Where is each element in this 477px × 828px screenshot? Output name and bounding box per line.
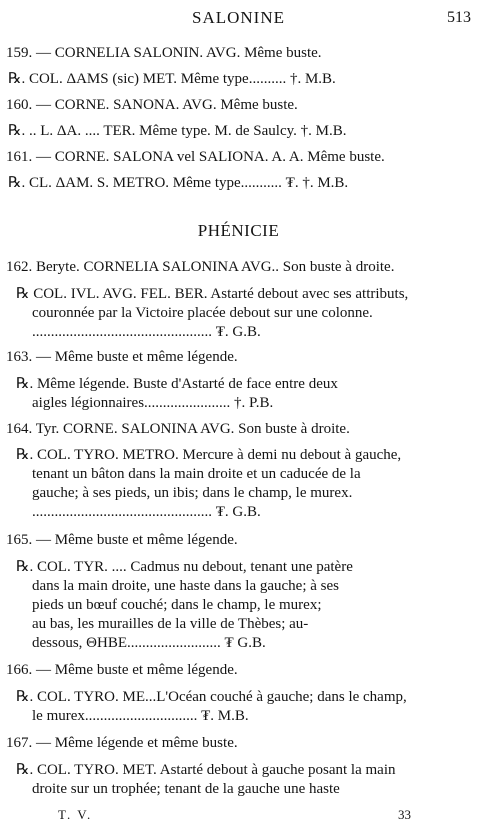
entry-165-text: dans la main droite, une haste dans la gauche; à ses <box>32 578 339 594</box>
page-header <box>0 8 477 28</box>
entry-166-rarity: le murex.............................. ₮. M.B. <box>32 708 249 724</box>
entry-163: 163. — Même buste et même légende. <box>6 349 238 365</box>
page-number: 513 <box>447 9 471 26</box>
entry-161: 161. — CORNE. SALONA vel SALIONA. A. A. Même buste. <box>6 149 385 165</box>
entry-162-text: couronnée par la Victoire placée debout sur une colonne. <box>32 305 373 321</box>
entry-160-reverse: ℞. .. L. ΔA. .... TER. Même type. M. de Saulcy. †. M.B. <box>8 123 347 139</box>
entry-164-text: gauche; à ses pieds, un ibis; dans le champ, le murex. <box>32 485 353 501</box>
entry-161-reverse: ℞. CL. ΔAM. S. METRO. Même type........... ₮. †. M.B. <box>8 175 349 191</box>
entry-163-reverse: ℞. Même légende. Buste d'Astarté de face entre deux <box>16 376 338 392</box>
entry-165-rarity: dessous, ΘHBE......................... ₮ G.B. <box>32 635 266 651</box>
section-title: PHÉNICIE <box>197 221 280 240</box>
entry-164: 164. Tyr. CORNE. SALONINA AVG. Son buste à droite. <box>6 421 350 437</box>
entry-166: 166. — Même buste et même légende. <box>6 662 238 678</box>
entry-164-reverse: ℞. COL. TYRO. METRO. Mercure à demi nu debout à gauche, <box>16 447 402 463</box>
entry-167-reverse: ℞. COL. TYRO. MET. Astarté debout à gauche posant la main <box>16 762 396 778</box>
signature-mark: T. V. <box>58 807 93 822</box>
entry-162: 162. Beryte. CORNELIA SALONINA AVG.. Son buste à droite. <box>6 259 395 275</box>
folio-number: 33 <box>398 807 411 822</box>
entry-165-text: pieds un bœuf couché; dans le champ, le murex; <box>32 597 322 613</box>
entry-160: 160. — CORNE. SANONA. AVG. Même buste. <box>6 97 298 113</box>
page-footer <box>0 805 477 825</box>
entry-162-reverse: ℞ COL. IVL. AVG. FEL. BER. Astarté debout avec ses attributs, <box>16 286 409 302</box>
entry-165-reverse: ℞. COL. TYR. .... Cadmus nu debout, tenant une patère <box>16 559 353 575</box>
entry-163-rarity: aigles légionnaires....................... †. P.B. <box>32 395 274 411</box>
entry-159-reverse: ℞. COL. ΔAMS (sic) MET. Même type.......... †. M.B. <box>8 71 336 87</box>
entry-162-rarity: ................................................ ₮. G.B. <box>32 324 261 340</box>
entry-164-rarity: ................................................ ₮. G.B. <box>32 504 261 520</box>
entry-159: 159. — CORNELIA SALONIN. AVG. Même buste. <box>6 45 322 61</box>
entry-167: 167. — Même légende et même buste. <box>6 735 238 751</box>
entry-167-text: droite sur un trophée; tenant de la gauche une haste <box>32 781 340 797</box>
running-title: SALONINE <box>192 8 285 27</box>
entry-164-text: tenant un bâton dans la main droite et un caducée de la <box>32 466 361 482</box>
entry-165: 165. — Même buste et même légende. <box>6 532 238 548</box>
entry-165-text: au bas, les murailles de la ville de Thèbes; au- <box>32 616 309 632</box>
entry-166-reverse: ℞. COL. TYRO. ME...L'Océan couché à gauche; dans le champ, <box>16 689 407 705</box>
